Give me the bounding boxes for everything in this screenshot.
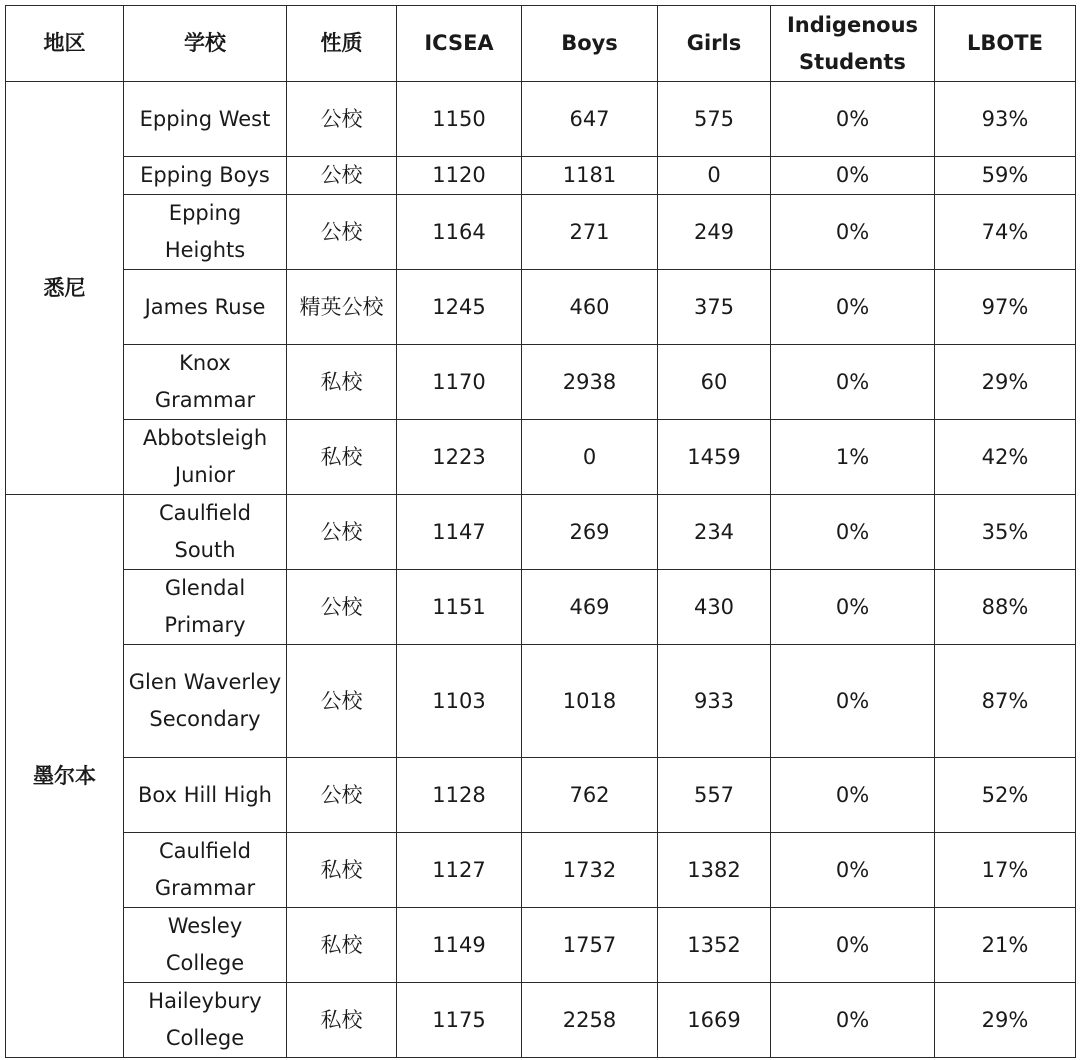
school-cell: Haileybury College [124,983,287,1058]
type-cell: 私校 [287,833,397,908]
table-row [6,495,1076,570]
indigenous-cell: 0% [771,758,935,833]
indigenous-cell: 0% [771,82,935,157]
indigenous-cell: 0% [771,195,935,270]
lbote-cell: 87% [935,645,1076,758]
school-cell: Box Hill High [124,758,287,833]
girls-cell: 60 [658,345,771,420]
girls-cell: 249 [658,195,771,270]
lbote-cell: 42% [935,420,1076,495]
indigenous-cell: 1% [771,420,935,495]
icsea-cell: 1103 [397,645,522,758]
lbote-cell: 17% [935,833,1076,908]
table-row [6,570,1076,645]
boys-cell: 271 [522,195,658,270]
header-lbote: LBOTE [935,6,1076,82]
girls-cell: 234 [658,495,771,570]
type-cell: 公校 [287,645,397,758]
girls-cell: 557 [658,758,771,833]
header-row [6,6,1076,82]
icsea-cell: 1170 [397,345,522,420]
lbote-cell: 74% [935,195,1076,270]
boys-cell: 2258 [522,983,658,1058]
type-cell: 私校 [287,420,397,495]
indigenous-cell: 0% [771,908,935,983]
type-cell: 公校 [287,82,397,157]
boys-cell: 0 [522,420,658,495]
girls-cell: 1669 [658,983,771,1058]
school-cell: Caulfield South [124,495,287,570]
school-cell: Glendal Primary [124,570,287,645]
type-cell: 公校 [287,758,397,833]
indigenous-cell: 0% [771,833,935,908]
icsea-cell: 1223 [397,420,522,495]
region-cell-sydney: 悉尼 [6,82,124,495]
school-cell: Wesley College [124,908,287,983]
header-region: 地区 [6,6,124,82]
girls-cell: 1459 [658,420,771,495]
school-cell: Abbotsleigh Junior [124,420,287,495]
indigenous-cell: 0% [771,570,935,645]
girls-cell: 1382 [658,833,771,908]
indigenous-cell: 0% [771,157,935,195]
boys-cell: 460 [522,270,658,345]
girls-cell: 1352 [658,908,771,983]
girls-cell: 430 [658,570,771,645]
header-type: 性质 [287,6,397,82]
lbote-cell: 29% [935,345,1076,420]
table-row [6,82,1076,157]
indigenous-cell: 0% [771,270,935,345]
icsea-cell: 1151 [397,570,522,645]
icsea-cell: 1150 [397,82,522,157]
header-school: 学校 [124,6,287,82]
school-cell: Glen Waverley Secondary [124,645,287,758]
lbote-cell: 97% [935,270,1076,345]
girls-cell: 0 [658,157,771,195]
girls-cell: 375 [658,270,771,345]
type-cell: 公校 [287,495,397,570]
school-cell: Knox Grammar [124,345,287,420]
icsea-cell: 1149 [397,908,522,983]
region-cell-melbourne: 墨尔本 [6,495,124,1058]
lbote-cell: 21% [935,908,1076,983]
header-girls: Girls [658,6,771,82]
boys-cell: 2938 [522,345,658,420]
school-cell: Epping Heights [124,195,287,270]
icsea-cell: 1175 [397,983,522,1058]
boys-cell: 469 [522,570,658,645]
icsea-cell: 1127 [397,833,522,908]
lbote-cell: 88% [935,570,1076,645]
boys-cell: 1732 [522,833,658,908]
table-row [6,908,1076,983]
table-row [6,270,1076,345]
type-cell: 私校 [287,983,397,1058]
indigenous-cell: 0% [771,645,935,758]
table-row [6,157,1076,195]
type-cell: 私校 [287,908,397,983]
school-cell: James Ruse [124,270,287,345]
type-cell: 公校 [287,157,397,195]
type-cell: 公校 [287,570,397,645]
table-row [6,833,1076,908]
indigenous-cell: 0% [771,983,935,1058]
school-cell: Caulfield Grammar [124,833,287,908]
table-row [6,345,1076,420]
girls-cell: 933 [658,645,771,758]
lbote-cell: 93% [935,82,1076,157]
indigenous-cell: 0% [771,495,935,570]
icsea-cell: 1128 [397,758,522,833]
school-table [5,5,1076,1058]
type-cell: 精英公校 [287,270,397,345]
boys-cell: 1018 [522,645,658,758]
icsea-cell: 1120 [397,157,522,195]
boys-cell: 269 [522,495,658,570]
table-row [6,758,1076,833]
lbote-cell: 29% [935,983,1076,1058]
lbote-cell: 52% [935,758,1076,833]
indigenous-cell: 0% [771,345,935,420]
icsea-cell: 1147 [397,495,522,570]
icsea-cell: 1245 [397,270,522,345]
boys-cell: 762 [522,758,658,833]
table-row [6,195,1076,270]
table-row [6,420,1076,495]
icsea-cell: 1164 [397,195,522,270]
boys-cell: 1757 [522,908,658,983]
table-row [6,645,1076,758]
boys-cell: 1181 [522,157,658,195]
lbote-cell: 59% [935,157,1076,195]
girls-cell: 575 [658,82,771,157]
school-cell: Epping West [124,82,287,157]
header-indigenous: Indigenous Students [771,6,935,82]
school-cell: Epping Boys [124,157,287,195]
lbote-cell: 35% [935,495,1076,570]
table-row [6,983,1076,1058]
header-boys: Boys [522,6,658,82]
type-cell: 私校 [287,345,397,420]
type-cell: 公校 [287,195,397,270]
header-icsea: ICSEA [397,6,522,82]
boys-cell: 647 [522,82,658,157]
